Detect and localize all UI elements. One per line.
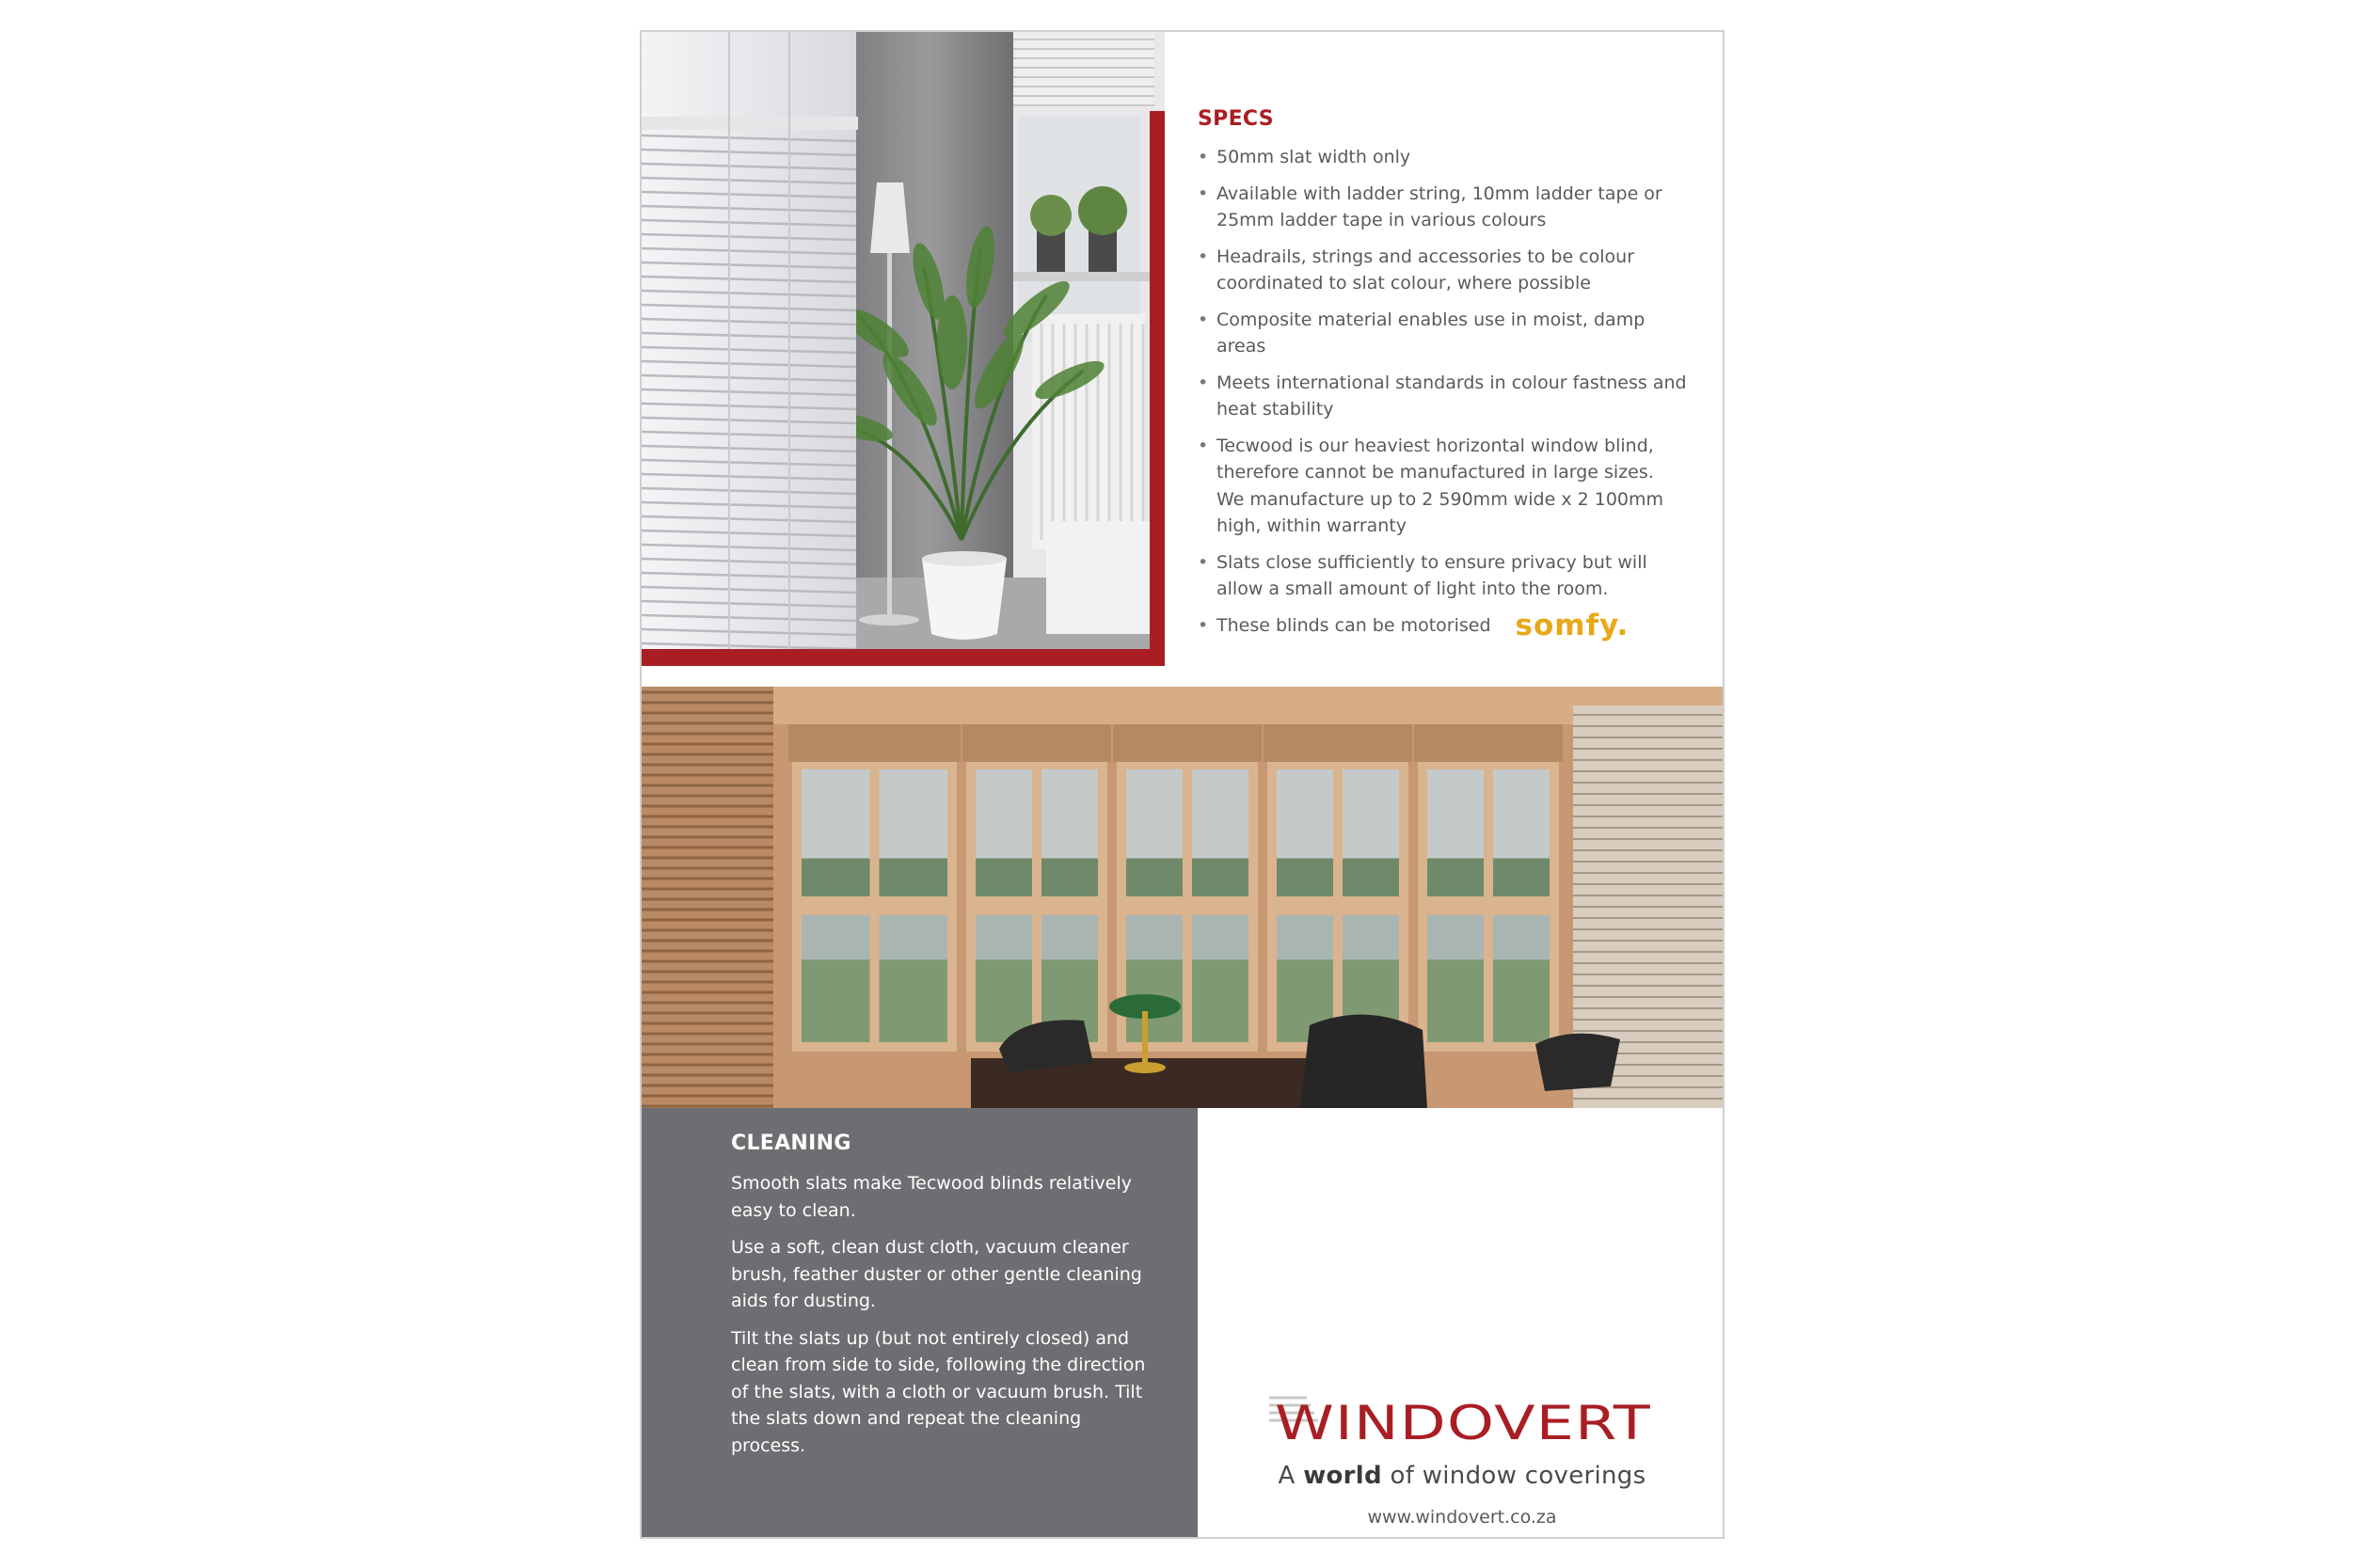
spec-item: [1198, 549, 1687, 603]
spec-item-text: Available with ladder string, 10mm ladder tape or 25mm ladder tape in various colours: [1216, 182, 1662, 230]
cleaning-section: [642, 1108, 1198, 1539]
bullet-icon: •: [1198, 182, 1209, 204]
specs-heading: SPECS: [1198, 107, 1274, 131]
spec-item: [1198, 244, 1687, 297]
cleaning-heading: CLEANING: [731, 1132, 851, 1155]
red-frame-horizontal: [642, 649, 1165, 666]
bullet-icon: •: [1198, 147, 1209, 167]
red-frame-vertical: [1150, 111, 1165, 666]
spec-item-text: Slats close sufficiently to ensure privacy but will allow a small amount of light into the room.: [1216, 551, 1647, 599]
blinds-plant-photo: [642, 32, 1165, 666]
spec-item-text: Headrails, strings and accessories to be colour coordinated to slat colour, where possible: [1216, 245, 1635, 293]
specs-section: [1198, 107, 1687, 648]
spec-item: [1198, 144, 1687, 171]
spec-item-text: Tecwood is our heaviest horizontal window blind, therefore cannot be manufactured in large sizes. We manufacture up to 2 590mm wide x 2 100mm high, within warranty: [1216, 435, 1664, 536]
tagline-part-a: A: [1278, 1462, 1304, 1490]
tagline-bold: world: [1303, 1462, 1382, 1490]
spec-item-text: These blinds can be motorised: [1216, 614, 1491, 636]
brand-block: [1198, 1108, 1725, 1539]
windovert-logo: [1269, 1390, 1655, 1456]
bullet-icon: •: [1198, 551, 1209, 573]
bullet-icon: •: [1198, 372, 1209, 393]
spec-item: [1198, 433, 1687, 540]
specs-list: [1198, 144, 1687, 642]
office-bay-window-photo: [642, 687, 1725, 1108]
bullet-icon: •: [1198, 245, 1209, 267]
bullet-icon: •: [1198, 614, 1209, 636]
bullet-icon: •: [1198, 309, 1209, 330]
spec-item: [1198, 307, 1687, 360]
spec-item: [1198, 181, 1687, 234]
brochure-page: [640, 30, 1725, 1539]
tagline-part-b: of window coverings: [1381, 1462, 1646, 1490]
spec-item-motorised: [1198, 608, 1687, 642]
cleaning-paragraph: Use a soft, clean dust cloth, vacuum cleaner brush, feather duster or other gentle cleaning aids for dusting.: [731, 1237, 1142, 1311]
cleaning-paragraph: Tilt the slats up (but not entirely closed) and clean from side to side, following the direction of the slats, with a cloth or vacuum brush. Tilt the slats down and repeat the cleaning process.: [731, 1327, 1146, 1456]
somfy-logo-text: somfy: [1515, 608, 1617, 642]
brand-tagline: [1198, 1462, 1725, 1490]
spec-item-text: Composite material enables use in moist, damp areas: [1216, 309, 1646, 356]
spec-item-text: 50mm slat width only: [1216, 147, 1411, 167]
spec-item-text: Meets international standards in colour fastness and heat stability: [1216, 372, 1687, 420]
website-link[interactable]: www.windovert.co.za: [1367, 1507, 1557, 1528]
motorised-row: [1216, 608, 1687, 642]
somfy-logo-dot: .: [1616, 608, 1630, 642]
cleaning-paragraph: Smooth slats make Tecwood blinds relatively easy to clean.: [731, 1173, 1133, 1221]
spec-item: [1198, 370, 1687, 423]
windovert-logo-text: WINDOVERT: [1275, 1396, 1651, 1450]
bullet-icon: •: [1198, 435, 1209, 456]
somfy-logo: [1515, 608, 1630, 642]
